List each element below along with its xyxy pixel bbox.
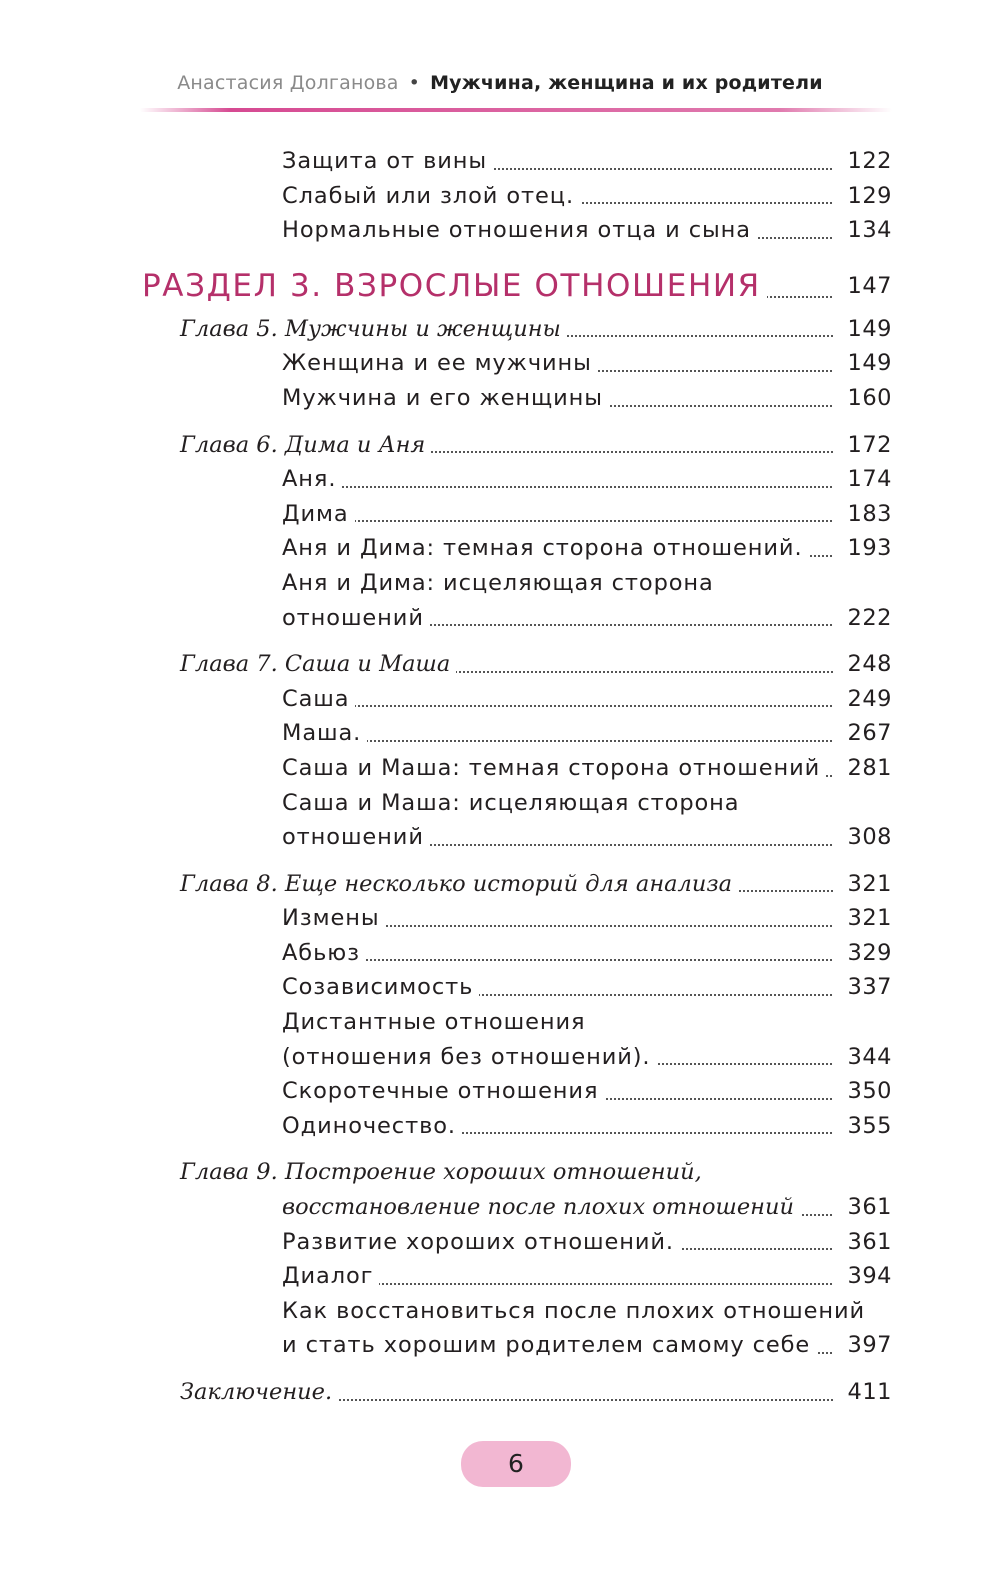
toc-entry[interactable] (0, 1225, 1000, 1260)
toc-chapter[interactable] (0, 1155, 1000, 1190)
section-title: РАЗДЕЛ 3. ВЗРОСЛЫЕ ОТНОШЕНИЯ (142, 260, 767, 312)
dot-leader (282, 959, 892, 961)
toc-entry-page: 361 (834, 1225, 892, 1260)
toc-entry[interactable] (0, 1109, 1000, 1144)
chapter-page: 321 (834, 867, 892, 902)
toc-entry[interactable] (0, 213, 1000, 248)
toc-entry[interactable] (0, 462, 1000, 497)
chapter-title: Глава 7. Саша и Маша (180, 647, 456, 682)
toc-entry[interactable] (0, 751, 1000, 786)
chapter-title: Глава 9. Построение хороших отношений, (180, 1155, 708, 1190)
chapter-page: 248 (834, 647, 892, 682)
toc-entry-page: 149 (834, 346, 892, 381)
toc-entry[interactable] (0, 936, 1000, 971)
chapter-title: Глава 5. Мужчины и женщины (180, 312, 567, 347)
toc-chapter[interactable] (0, 428, 1000, 463)
dot-leader (282, 705, 892, 707)
toc-entry-title: Женщина и ее мужчины (282, 346, 598, 381)
toc-entry-page: 267 (834, 716, 892, 751)
toc-conclusion[interactable] (0, 1375, 1000, 1410)
toc-entry[interactable] (0, 786, 1000, 821)
toc-entry-page: 281 (834, 751, 892, 786)
toc-entry-page: 337 (834, 970, 892, 1005)
toc-chapter[interactable] (0, 867, 1000, 902)
toc-entry-page: 350 (834, 1074, 892, 1109)
toc-entry-title: Мужчина и его женщины (282, 381, 609, 416)
toc-entry-title: Диалог (282, 1259, 379, 1294)
toc-section-heading[interactable] (0, 260, 1000, 312)
section-page: 147 (834, 260, 892, 312)
toc-entry-title: Аня и Дима: исцеляющая сторона (282, 566, 720, 601)
header-rule (140, 108, 892, 112)
toc-entry-title: Маша. (282, 716, 367, 751)
chapter-title: Глава 6. Дима и Аня (180, 428, 431, 463)
chapter-page: 361 (834, 1190, 892, 1225)
toc-entry[interactable] (0, 179, 1000, 214)
chapter-title: Глава 8. Еще несколько историй для анализа (180, 867, 738, 902)
toc-entry-title: Абьюз (282, 936, 366, 971)
toc-entry[interactable] (0, 566, 1000, 601)
toc-entry[interactable] (0, 1040, 1000, 1075)
toc-entry[interactable] (0, 601, 1000, 636)
toc-entry-page: 129 (834, 179, 892, 214)
toc-entry-page: 355 (834, 1109, 892, 1144)
toc-entry[interactable] (0, 682, 1000, 717)
toc-entry-title: Аня и Дима: темная сторона отношений. (282, 531, 809, 566)
toc-chapter-continued[interactable] (0, 1190, 1000, 1225)
toc-entry-title: Защита от вины (282, 144, 493, 179)
toc-entry[interactable] (0, 820, 1000, 855)
toc-entry-page: 160 (834, 381, 892, 416)
toc-entry-title: Одиночество. (282, 1109, 462, 1144)
toc-entry-page: 394 (834, 1259, 892, 1294)
toc-entry-title: Нормальные отношения отца и сына (282, 213, 757, 248)
toc-entry-page: 308 (834, 820, 892, 855)
toc-entry-page: 134 (834, 213, 892, 248)
toc-entry[interactable] (0, 1328, 1000, 1363)
dot-leader (282, 486, 892, 488)
toc-entry[interactable] (0, 970, 1000, 1005)
chapter-page: 149 (834, 312, 892, 347)
toc-entry[interactable] (0, 1074, 1000, 1109)
toc-entry-page: 183 (834, 497, 892, 532)
toc-entry[interactable] (0, 716, 1000, 751)
toc-chapter[interactable] (0, 312, 1000, 347)
toc-entry-title: Аня. (282, 462, 342, 497)
toc-entry-page: 397 (834, 1328, 892, 1363)
conclusion-page: 411 (834, 1375, 892, 1410)
toc-entry[interactable] (0, 901, 1000, 936)
conclusion-title: Заключение. (180, 1375, 338, 1410)
toc-entry-title: Дима (282, 497, 355, 532)
toc-entry[interactable] (0, 531, 1000, 566)
toc-entry-title: Саша (282, 682, 355, 717)
toc-entry-title: (отношения без отношений). (282, 1040, 656, 1075)
toc-entry-title: Саша и Маша: темная сторона отношений (282, 751, 826, 786)
toc-entry-title: Саша и Маша: исцеляющая сторона (282, 786, 745, 821)
toc-entry-title: и стать хорошим родителем самому себе (282, 1328, 816, 1363)
toc-entry[interactable] (0, 1294, 1000, 1329)
toc-entry-page: 122 (834, 144, 892, 179)
header-author: Анастасия Долганова (177, 72, 399, 94)
toc-entry-page: 329 (834, 936, 892, 971)
toc-entry[interactable] (0, 144, 1000, 179)
running-header (0, 72, 1000, 94)
chapter-page: 172 (834, 428, 892, 463)
dot-leader (282, 740, 892, 742)
toc-chapter[interactable] (0, 647, 1000, 682)
chapter-title-cont: восстановление после плохих отношений (282, 1190, 800, 1225)
toc-entry-page: 193 (834, 531, 892, 566)
toc-entry-title: Слабый или злой отец. (282, 179, 580, 214)
toc-entry-page: 174 (834, 462, 892, 497)
toc-entry-title: отношений (282, 601, 430, 636)
dot-leader (282, 520, 892, 522)
toc-entry-page: 344 (834, 1040, 892, 1075)
toc-entry[interactable] (0, 1005, 1000, 1040)
toc-entry[interactable] (0, 346, 1000, 381)
toc-entry-title: Измены (282, 901, 386, 936)
toc-entry-page: 222 (834, 601, 892, 636)
table-of-contents (0, 144, 1000, 1410)
toc-entry-page: 321 (834, 901, 892, 936)
toc-entry-title: Развитие хороших отношений. (282, 1225, 680, 1260)
toc-entry-title: отношений (282, 820, 430, 855)
toc-entry[interactable] (0, 381, 1000, 416)
header-separator: • (408, 72, 421, 94)
toc-entry[interactable] (0, 1259, 1000, 1294)
header-book-title: Мужчина, женщина и их родители (430, 72, 823, 94)
toc-entry-title: Скоротечные отношения (282, 1074, 604, 1109)
toc-entry[interactable] (0, 497, 1000, 532)
toc-entry-title: Как восстановиться после плохих отношений (282, 1294, 871, 1329)
toc-entry-page: 249 (834, 682, 892, 717)
toc-entry-title: Созависимость (282, 970, 479, 1005)
toc-entry-title: Дистантные отношения (282, 1005, 591, 1040)
page-number: 6 (461, 1441, 571, 1487)
